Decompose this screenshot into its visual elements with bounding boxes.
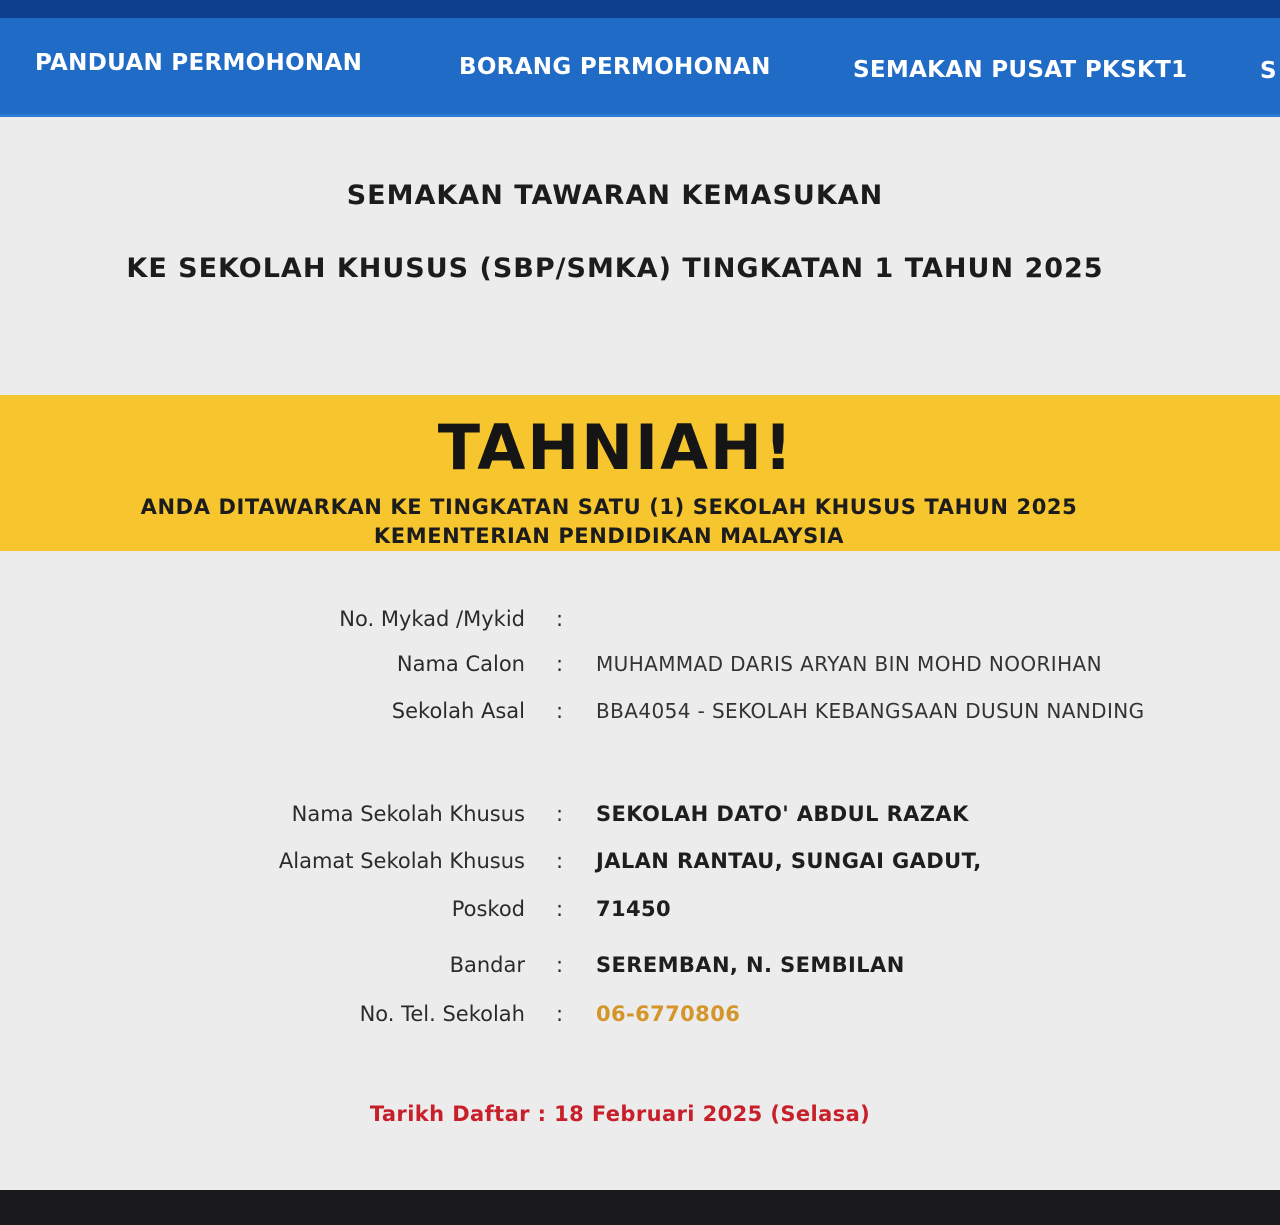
town-value: SEREMBAN, N. SEMBILAN bbox=[596, 953, 905, 977]
detail-row-school-name bbox=[0, 802, 1280, 842]
nav-item-truncated[interactable]: S bbox=[1260, 58, 1277, 84]
result-page bbox=[0, 117, 1280, 1190]
nav-item-borang-permohonan[interactable]: BORANG PERMOHONAN bbox=[459, 54, 771, 80]
phone-label: No. Tel. Sekolah bbox=[359, 1002, 525, 1026]
origin-school-label: Sekolah Asal bbox=[391, 699, 525, 723]
candidate-name-label: Nama Calon bbox=[396, 652, 525, 676]
detail-row-origin-school bbox=[0, 699, 1280, 739]
origin-school-value: BBA4054 - SEKOLAH KEBANGSAAN DUSUN NANDING bbox=[596, 699, 1145, 723]
detail-row-school-address bbox=[0, 849, 1280, 889]
congratulations-title: TAHNIAH! bbox=[437, 411, 795, 484]
separator: : bbox=[556, 953, 564, 977]
separator: : bbox=[556, 1002, 564, 1026]
browser-top-band bbox=[0, 0, 1280, 18]
screen-bottom-bezel bbox=[0, 1190, 1280, 1225]
separator: : bbox=[556, 652, 564, 676]
nav-item-panduan-permohonan[interactable]: PANDUAN PERMOHONAN bbox=[35, 50, 363, 76]
school-name-value: SEKOLAH DATO' ABDUL RAZAK bbox=[596, 802, 969, 826]
congratulations-banner bbox=[0, 395, 1280, 551]
postcode-label: Poskod bbox=[451, 897, 525, 921]
separator: : bbox=[556, 699, 564, 723]
mykad-label: No. Mykad /Mykid bbox=[339, 607, 525, 631]
school-address-value: JALAN RANTAU, SUNGAI GADUT, bbox=[596, 849, 982, 873]
main-navigation-bar bbox=[0, 18, 1280, 117]
town-label: Bandar bbox=[449, 953, 525, 977]
registration-date: Tarikh Daftar : 18 Februari 2025 (Selasa) bbox=[369, 1102, 871, 1126]
nav-item-semakan-pusat[interactable]: SEMAKAN PUSAT PKSKT1 bbox=[853, 57, 1188, 83]
separator: : bbox=[556, 897, 564, 921]
separator: : bbox=[556, 849, 564, 873]
detail-row-town bbox=[0, 953, 1280, 993]
detail-row-mykad bbox=[0, 607, 1280, 647]
page-subtitle: KE SEKOLAH KHUSUS (SBP/SMKA) TINGKATAN 1 TAHUN 2025 bbox=[126, 253, 1104, 284]
school-address-label: Alamat Sekolah Khusus bbox=[278, 849, 525, 873]
phone-link[interactable]: 06-6770806 bbox=[596, 1002, 741, 1026]
detail-row-phone bbox=[0, 1002, 1280, 1042]
candidate-name-value: MUHAMMAD DARIS ARYAN BIN MOHD NOORIHAN bbox=[596, 652, 1102, 676]
page-title: SEMAKAN TAWARAN KEMASUKAN bbox=[346, 180, 884, 211]
separator: : bbox=[556, 607, 564, 631]
offer-message: ANDA DITAWARKAN KE TINGKATAN SATU (1) SEKOLAH KHUSUS TAHUN 2025 bbox=[140, 495, 1078, 519]
detail-row-postcode bbox=[0, 897, 1280, 937]
separator: : bbox=[556, 802, 564, 826]
school-name-label: Nama Sekolah Khusus bbox=[291, 802, 525, 826]
postcode-value: 71450 bbox=[596, 897, 672, 921]
detail-row-candidate-name bbox=[0, 652, 1280, 692]
ministry-name: KEMENTERIAN PENDIDIKAN MALAYSIA bbox=[373, 524, 845, 548]
